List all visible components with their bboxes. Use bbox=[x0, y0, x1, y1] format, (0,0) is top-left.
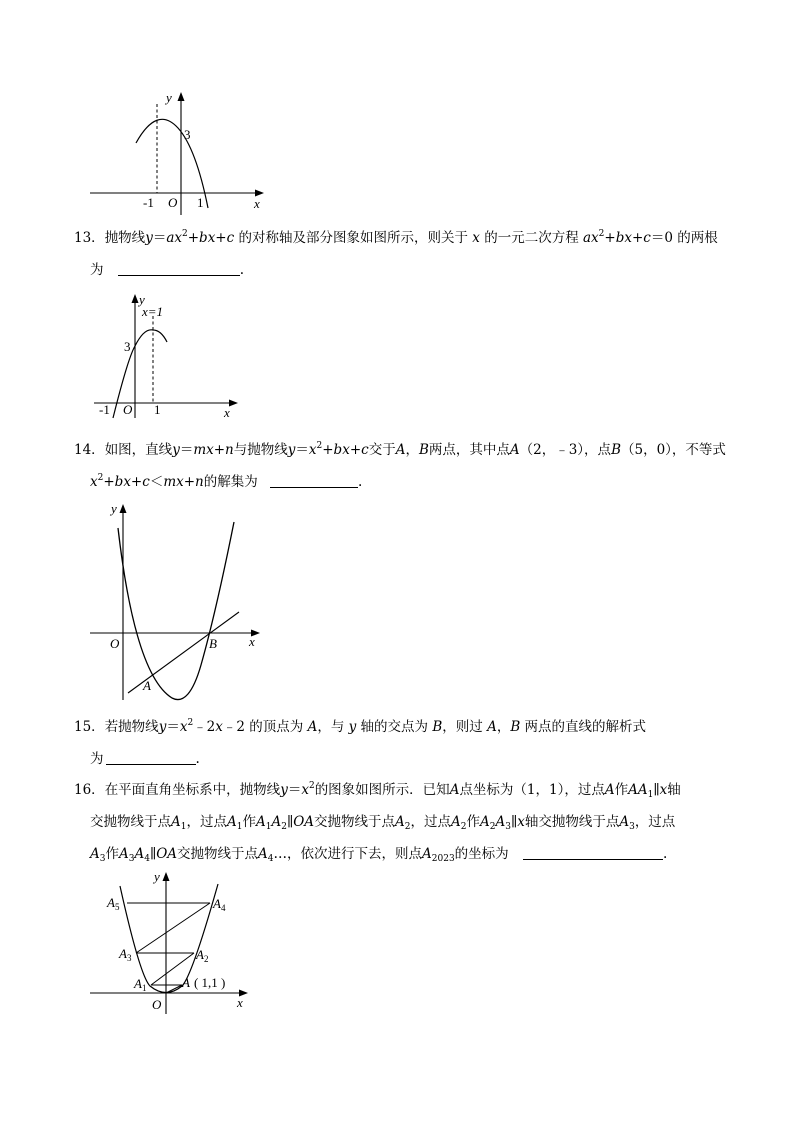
x-axis-label: x bbox=[254, 196, 260, 211]
figure-q14-parabola-line bbox=[88, 500, 268, 705]
y-intercept-label: 3 bbox=[184, 127, 191, 142]
tick-label-1: 1 bbox=[154, 402, 161, 417]
y-axis-arrow-icon bbox=[178, 92, 185, 101]
figure-q14-svg bbox=[88, 500, 268, 705]
y-axis-arrow-icon bbox=[132, 294, 139, 303]
y-axis-label: y bbox=[154, 869, 160, 884]
point-A-label: A ( 1,1 ) bbox=[182, 975, 226, 990]
point-A5-label: $A_5$ bbox=[107, 895, 120, 912]
point-A1-label: $A_1$ bbox=[134, 976, 147, 993]
question-number: 16． bbox=[74, 782, 105, 798]
point-B-label: B bbox=[209, 636, 217, 651]
y-axis-arrow-icon bbox=[120, 504, 127, 513]
question-number: 15． bbox=[74, 719, 105, 735]
tick-label-neg1: -1 bbox=[99, 402, 110, 417]
segment-O-A bbox=[166, 985, 182, 993]
question-number: 14． bbox=[74, 442, 105, 458]
answer-blank[interactable] bbox=[523, 845, 663, 860]
point-A2-label: $A_2$ bbox=[196, 947, 209, 964]
origin-label: O bbox=[123, 402, 133, 417]
y-axis-arrow-icon bbox=[163, 872, 170, 881]
origin-label: O bbox=[152, 997, 162, 1012]
symmetry-axis-label: x=1 bbox=[142, 304, 164, 319]
figure-q13-svg bbox=[92, 290, 252, 422]
figure-q13-parabola bbox=[92, 290, 252, 422]
y-axis-label: y bbox=[111, 501, 117, 516]
question-13: 13．抛物线$y=ax^2+bx+c$ 的对称轴及部分图象如图所示，则关于 x 的一元二次方程 $ax^2+bx+c=0$ 的两根 为 . bbox=[74, 229, 718, 278]
x-axis-label: x bbox=[224, 405, 230, 420]
parabola-curve bbox=[118, 522, 234, 700]
question-14: 14．如图，直线y＝mx+n与抛物线$y=x^2+bx+c$交于A，B两点，其中点A（2，﹣3），点B（5，0），不等式 $x^2+bx+c<mx+n$的解集为 . bbox=[74, 441, 726, 490]
x-axis-arrow-icon bbox=[229, 400, 238, 407]
y-intercept-label: 3 bbox=[124, 339, 131, 354]
y-axis-label: y bbox=[139, 292, 145, 307]
y-axis-label: y bbox=[166, 90, 172, 105]
x-axis-label: x bbox=[237, 995, 243, 1010]
point-A-label: A bbox=[143, 678, 151, 693]
origin-label: O bbox=[168, 195, 178, 210]
answer-blank[interactable] bbox=[106, 750, 196, 765]
answer-blank[interactable] bbox=[270, 473, 358, 488]
answer-blank[interactable] bbox=[118, 261, 240, 276]
point-A4-label: $A_4$ bbox=[213, 896, 226, 913]
tick-label-1: 1 bbox=[197, 195, 204, 210]
figure-q12-parabola bbox=[86, 90, 276, 215]
figure-q12-svg bbox=[86, 90, 276, 215]
point-A3-label: $A_3$ bbox=[119, 946, 132, 963]
figure-q16-parabola-sequence bbox=[88, 866, 258, 1016]
question-number: 13． bbox=[74, 230, 105, 246]
x-axis-label: x bbox=[249, 634, 255, 649]
origin-label: O bbox=[110, 636, 120, 651]
tick-label-neg1: -1 bbox=[143, 195, 154, 210]
figure-q16-svg bbox=[88, 866, 258, 1016]
question-16: 16．在平面直角坐标系中，抛物线$y=x^2$的图象如图所示．已知A点坐标为（1，1），过点A作$AA_1\parallel x$轴 交抛物线于点$A_1$，过点$A_1$作$A_1A_2\parallel OA$交抛物线于点$A_2$，过点$A_2$作$A_2A_3\parallel x$轴交抛物线于点$A_3$，过点 $A_3$作$A_3A_4\parallel OA$交抛物线于点$A_4\dots$，依次进行下去，则点$A_{2023}$的坐标为 . bbox=[74, 781, 681, 864]
question-15: 15．若抛物线$y=x^2﹣2x﹣2$ 的顶点为 A，与 y 轴的交点为 B，则过 A，B 两点的直线的解析式 为 . bbox=[74, 718, 647, 767]
